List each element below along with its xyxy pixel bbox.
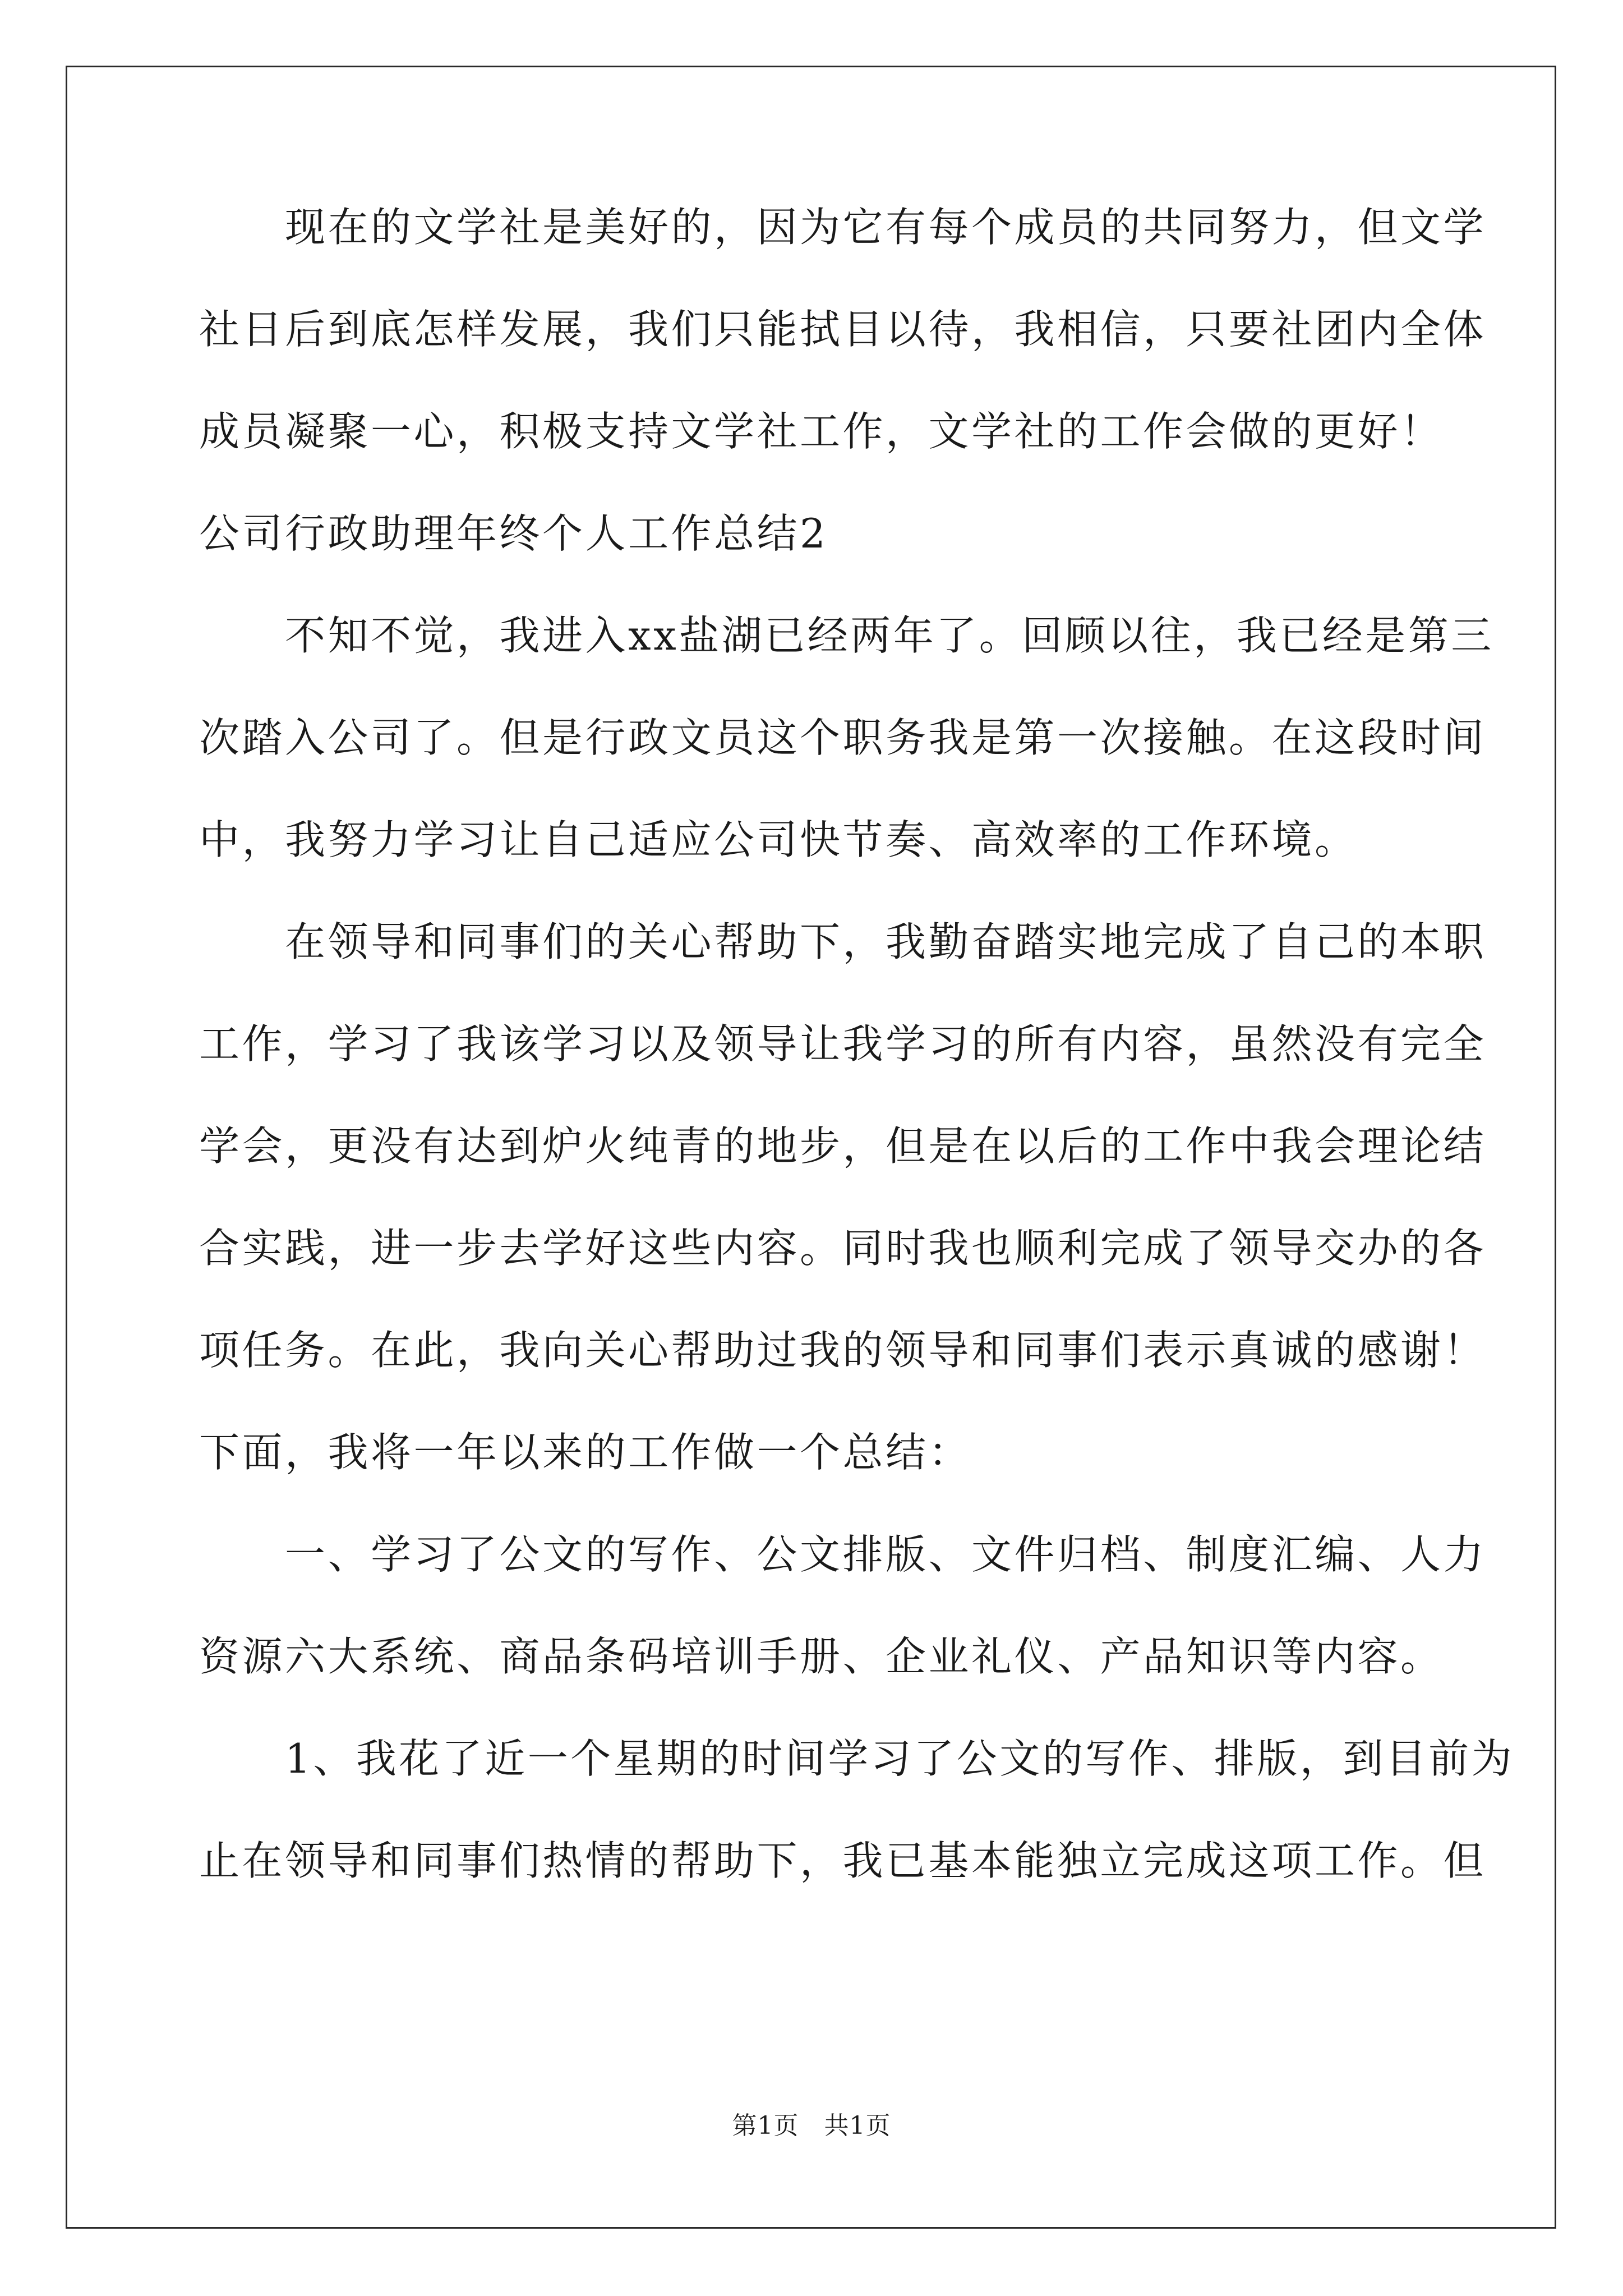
section-heading: 公司行政助理年终个人工作总结2: [199, 510, 828, 557]
text-line: 学会，更没有达到炉火纯青的地步，但是在以后的工作中我会理论结: [199, 1122, 1487, 1170]
text-line: 不知不觉，我进入xx盐湖已经两年了。回顾以往，我已经是第三: [199, 612, 1494, 659]
text-line: 中，我努力学习让自己适应公司快节奏、高效率的工作环境。: [199, 816, 1358, 863]
text-line: 止在领导和同事们热情的帮助下，我已基本能独立完成这项工作。但: [199, 1837, 1487, 1884]
text-line: 工作，学习了我该学习以及领导让我学习的所有内容，虽然没有完全: [199, 1020, 1487, 1068]
text-line: 1、我花了近一个星期的时间学习了公文的写作、排版，到目前为: [199, 1735, 1515, 1782]
text-line: 次踏入公司了。但是行政文员这个职务我是第一次接触。在这段时间: [199, 714, 1487, 761]
text-line: 现在的文学社是美好的，因为它有每个成员的共同努力，但文学: [199, 204, 1487, 251]
text-line: 项任务。在此，我向关心帮助过我的领导和同事们表示真诚的感谢！: [199, 1327, 1487, 1374]
text-line: 下面，我将一年以来的工作做一个总结：: [199, 1429, 972, 1476]
text-line: 在领导和同事们的关心帮助下，我勤奋踏实地完成了自己的本职: [199, 918, 1487, 965]
text-line: 一、学习了公文的写作、公文排版、文件归档、制度汇编、人力: [199, 1531, 1487, 1578]
text-line: 资源六大系统、商品条码培训手册、企业礼仪、产品知识等内容。: [199, 1633, 1444, 1680]
text-line: 社日后到底怎样发展，我们只能拭目以待，我相信，只要社团内全体: [199, 306, 1487, 353]
text-line: 合实践，进一步去学好这些内容。同时我也顺利完成了领导交办的各: [199, 1225, 1487, 1272]
page-footer: 第1页 共1页: [732, 2111, 891, 2140]
text-line: 成员凝聚一心，积极支持文学社工作，文学社的工作会做的更好！: [199, 408, 1444, 455]
